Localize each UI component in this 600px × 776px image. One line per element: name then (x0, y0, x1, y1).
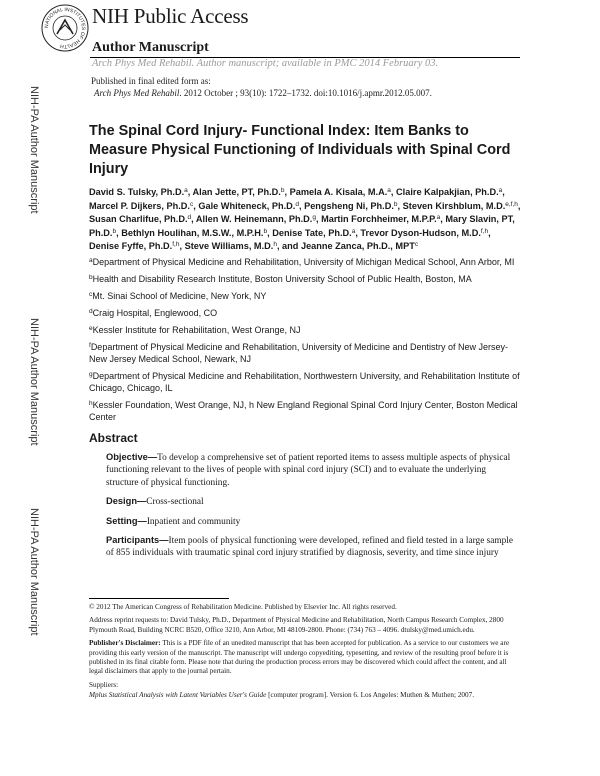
header-subtitle: Author Manuscript (92, 40, 209, 55)
article-body (89, 122, 521, 566)
author-name: Gale Whiteneck, Ph.D. (198, 200, 296, 211)
author-name: Jeanne Zanca, Ph.D., MPT (300, 241, 415, 252)
citation-journal: Arch Phys Med Rehabil (94, 88, 180, 98)
author-separator: , (397, 200, 403, 211)
affiliation-marker: f (89, 341, 91, 349)
supplier-entry (89, 691, 519, 700)
author-affiliation-marker: c (414, 241, 419, 249)
author-separator: , (440, 214, 446, 225)
supplier-details: [computer program]. Version 6. Los Angeles: Muthen & Muthen; 2007. (266, 691, 474, 700)
affiliation-marker: d (89, 307, 93, 315)
article-title: The Spinal Cord Injury- Functional Index: Item Banks to Measure Physical Functioning of Individuals with Spinal Cord Injury (89, 123, 511, 177)
affiliation (89, 272, 521, 285)
affiliation (89, 398, 521, 423)
author-affiliation-marker: a (436, 214, 441, 222)
affiliation-list (89, 255, 521, 423)
affiliation-text: Craig Hospital, Englewood, CO (92, 307, 218, 318)
abstract-section-text: Item pools of physical functioning were developed, refined and field tested in a large sample of 855 individuals with traumatic spinal cord injury stratified by diagnosis, severity, and time since injury (106, 536, 513, 559)
author-name: Denise Fyffe, Ph.D. (89, 241, 173, 252)
author-affiliation-marker: e,f,h (505, 200, 518, 208)
abstract-section-text: Inpatient and community (146, 516, 241, 527)
author-affiliation-marker: b (263, 227, 268, 235)
footnotes (89, 603, 519, 705)
author-name: Claire Kalpakjian, Ph.D. (396, 187, 499, 197)
header-availability-note (92, 58, 438, 69)
author-separator: , (179, 241, 185, 252)
author-name: Marcel P. Dijkers, Ph.D. (89, 200, 190, 211)
author-affiliation-marker: f,h (480, 227, 489, 235)
abstract-heading: Abstract (89, 430, 138, 445)
author-affiliation-marker: f,h (172, 241, 180, 249)
abstract-section (106, 495, 516, 508)
svg-text:NATIONAL INSTITUTES OF HEALTH: NATIONAL INSTITUTES OF HEALTH (43, 6, 87, 50)
abstract-section (106, 515, 516, 528)
author-separator: , (193, 200, 199, 211)
abstract-section-label: Setting— (106, 515, 147, 526)
abstract-section-label: Objective— (106, 451, 158, 462)
nih-seal-logo (40, 3, 90, 53)
affiliation (89, 369, 521, 394)
author-name: Trevor Dyson-Hudson, M.D. (360, 227, 481, 238)
author-separator: , (502, 187, 505, 197)
author-separator: , (116, 227, 122, 238)
author-separator: , (488, 227, 491, 238)
publication-citation (91, 87, 432, 99)
author-separator: , and (276, 241, 301, 252)
affiliation-text: Health and Disability Research Institute, Boston University School of Public Health, Boston, MA (92, 273, 472, 284)
author-list (89, 185, 521, 253)
supplier-title: Mplus Statistical Analysis with Latent Variables User's Guide (89, 691, 267, 700)
author-separator: , (390, 187, 397, 197)
author-separator: , (517, 200, 521, 211)
author-name: Bethlyn Houlihan, M.S.W., M.P.H. (121, 227, 264, 238)
author-name: Alan Jette, PT, Ph.D. (192, 187, 281, 197)
disclaimer-label: Publisher's Disclaimer: (89, 639, 161, 648)
abstract-section-text: Cross-sectional (146, 497, 204, 508)
abstract-section-label: Design— (106, 496, 147, 507)
author-affiliation-marker: g (312, 214, 316, 222)
copyright-note: © 2012 The American Congress of Rehabilitation Medicine. Published by Elsevier Inc. All rights reserved. (89, 603, 397, 611)
affiliation-marker: e (89, 324, 93, 332)
disclaimer-text: This is a PDF file of an unedited manuscript that has been accepted for publication. As a service to our customers we are providing this early version of the manuscript. The manuscript will undergo copyediting, typesetting, and review of the resulting proof before it is published in its final citable form. Please note that during the production process errors may be discovered which could affect the content, and all legal disclaimers that apply to the journal pertain. (89, 639, 510, 676)
author-affiliation-marker: d (187, 214, 192, 222)
affiliation (89, 255, 521, 268)
author-affiliation-marker: a (387, 187, 391, 194)
affiliation-text: Kessler Institute for Rehabilitation, West Orange, NJ (92, 324, 301, 335)
author-name: Pengsheng Ni, Ph.D. (304, 200, 394, 211)
author-name: Allen W. Heinemann, Ph.D. (195, 214, 313, 225)
affiliation (89, 340, 521, 365)
affiliation-marker: g (89, 370, 93, 378)
author-affiliation-marker: c (189, 200, 194, 208)
author-affiliation-marker: b (393, 200, 398, 208)
abstract-items (89, 451, 521, 560)
affiliation-marker: c (89, 290, 93, 298)
author-name: David S. Tulsky, Ph.D. (89, 187, 185, 197)
author-separator: , (355, 227, 361, 238)
abstract-section (106, 534, 516, 560)
citation-details: . 2012 October ; 93(10): 1722–1732. doi:10.1016/j.apmr.2012.05.007. (179, 88, 432, 98)
publisher-disclaimer (89, 639, 519, 677)
author-separator: , (267, 227, 273, 238)
author-separator: , (284, 187, 290, 197)
author-name: Steven Kirshblum, M.D. (402, 200, 506, 211)
author-name: Susan Charlifue, Ph.D. (89, 214, 188, 225)
affiliation-text: Kessler Foundation, West Orange, NJ, h New England Regional Spinal Cord Injury Center, Boston Medical Center (89, 399, 518, 422)
side-label-top: NIH-PA Author Manuscript (28, 86, 40, 214)
affiliation-marker: b (89, 273, 93, 281)
header-note-rest: . Author manuscript; available in PMC 2014 February 03. (191, 58, 439, 69)
abstract-section-label: Participants— (106, 535, 169, 545)
author-separator: , (187, 187, 193, 197)
author-affiliation-marker: a (184, 187, 188, 194)
author-affiliation-marker: d (295, 200, 299, 208)
abstract-section (106, 451, 516, 489)
author-affiliation-marker: a (498, 187, 503, 194)
author-name: Steve Williams, M.D. (184, 241, 274, 252)
reprint-address: Address reprint requests to: David Tulsky, Ph.D., Department of Physical Medicine and Rehabilitation, North Campus Research Complex, 2800 Plymouth Road, Building NCRC B520, Office 3210, Ann Arbor, MI 48109-2800. Phone: (734) 763 – 4096. dtulsky@med.umich.edu. (89, 616, 504, 634)
abstract-section-text: To develop a comprehensive set of patient reported items to assess multiple aspects of physical functioning relevant to the lives of people with spinal cord injury (SCI) and to evaluate the underlying structure of physical functioning. (106, 452, 511, 488)
author-name: Pamela A. Kisala, M.A. (289, 187, 388, 197)
author-name: Martin Forchheimer, M.P.P. (321, 214, 437, 225)
affiliation-text: Department of Physical Medicine and Rehabilitation, Northwestern University, and Rehabilitation Institute of Chicago, Chicago, IL (89, 370, 520, 393)
author-affiliation-marker: a (351, 227, 356, 235)
affiliation-marker: a (89, 256, 93, 264)
author-affiliation-marker: b (112, 227, 117, 235)
affiliation-text: Mt. Sinai School of Medicine, New York, NY (92, 290, 267, 301)
header-note-journal: Arch Phys Med Rehabil (92, 58, 192, 69)
side-label-middle: NIH-PA Author Manuscript (28, 318, 40, 446)
affiliation (89, 289, 521, 302)
author-separator: , (315, 214, 322, 225)
author-separator: , (298, 200, 305, 211)
author-affiliation-marker: h (273, 241, 277, 249)
author-affiliation-marker: b (280, 187, 285, 194)
suppliers-label: Suppliers: (89, 680, 119, 689)
affiliation (89, 306, 521, 319)
author-separator: , (191, 214, 196, 225)
affiliation (89, 323, 521, 336)
footnote-rule (89, 598, 229, 599)
published-label: Published in final edited form as: (91, 76, 211, 86)
publication-info (91, 75, 432, 99)
side-label-bottom: NIH-PA Author Manuscript (28, 508, 40, 636)
affiliation-marker: h (89, 399, 93, 407)
author-name: Denise Tate, Ph.D. (272, 227, 352, 238)
author-name: Mary Slavin, PT, Ph.D. (89, 214, 515, 238)
affiliation-text: Department of Physical Medicine and Rehabilitation, University of Michigan Medical School, Ann Arbor, MI (92, 256, 515, 267)
affiliation-text: Department of Physical Medicine and Rehabilitation, University of Medicine and Dentistry of New Jersey-New Jersey Medical School, Newark, NJ (89, 341, 508, 364)
header-title: NIH Public Access (92, 4, 249, 28)
